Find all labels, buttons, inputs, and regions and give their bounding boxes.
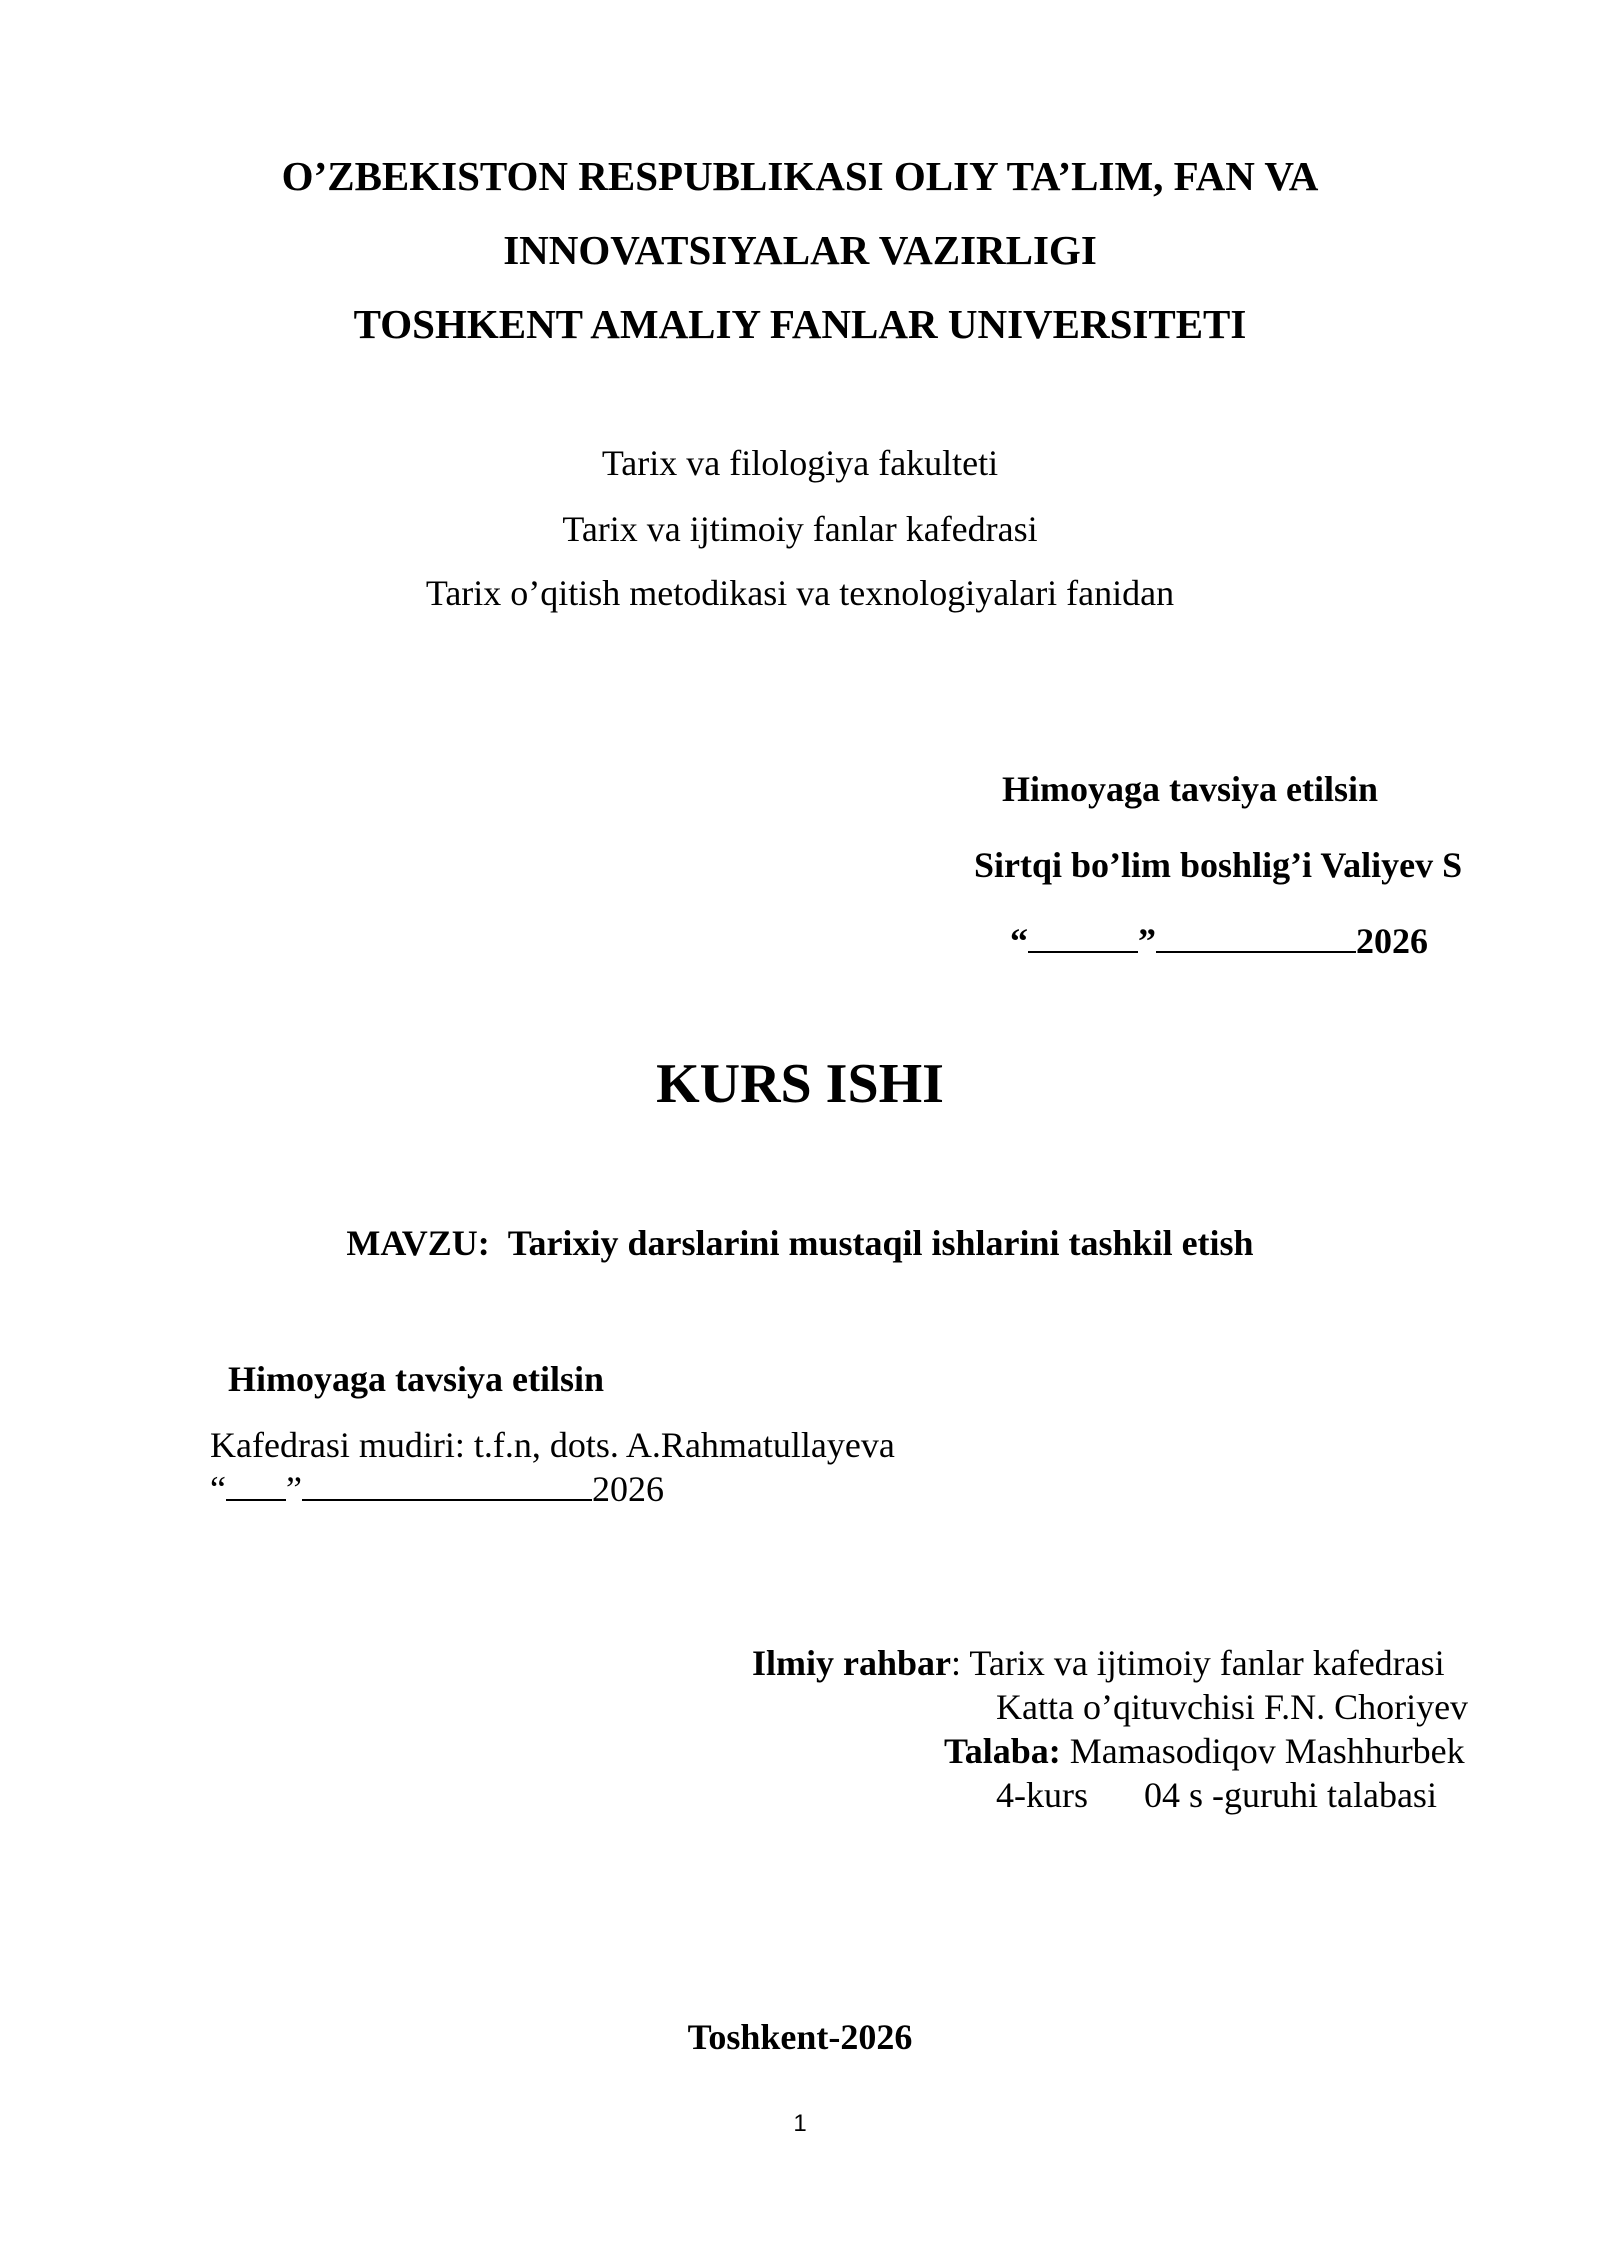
city-year: Toshkent-2026 [687,2017,913,2057]
topic-text: Tarixiy darslarini mustaqil ishlarini tashkil etish [507,1223,1254,1263]
ministry-line-1: O’ZBEKISTON RESPUBLIKASI OLIY TA’LIM, FAN VA [281,153,1319,199]
left-date-close-quote: ” [285,1469,302,1509]
supervisor-position: Katta o’qituvchisi F.N. Choriyev [996,1687,1469,1727]
right-approval-title: Himoyaga tavsiya etilsin [1002,769,1378,809]
student-line [944,1730,1465,1772]
left-approval-date [210,1468,664,1510]
supervisor-department: : Tarix va ijtimoiy fanlar kafedrasi [951,1643,1445,1683]
university-name: TOSHKENT AMALIY FANLAR UNIVERSITETI [353,301,1247,347]
left-approval-head: Kafedrasi mudiri: t.f.n, dots. A.Rahmatullayeva [210,1425,895,1465]
supervisor-line [752,1642,1445,1684]
student-label: Talaba: [944,1731,1061,1771]
document-title: KURS ISHI [656,1053,944,1115]
left-date-open-quote: “ [210,1469,226,1509]
right-approval-head: Sirtqi bo’lim boshlig’i Valiyev S [974,845,1463,885]
left-approval-title: Himoyaga tavsiya etilsin [228,1359,604,1399]
group: 04 s -guruhi talabasi [1144,1775,1437,1815]
ministry-line-2: INNOVATSIYALAR VAZIRLIGI [503,227,1097,273]
supervisor-label: Ilmiy rahbar [752,1643,952,1683]
topic-line [0,1222,1600,1264]
right-approval-date [1010,920,1428,962]
course-line [996,1774,1437,1816]
faculty-name: Tarix va filologiya fakulteti [601,443,999,483]
subject-name: Tarix o’qitish metodikasi va texnologiyalari fanidan [425,573,1175,613]
left-day-blank [226,1469,286,1501]
month-blank [1156,921,1356,953]
page-number: 1 [793,2110,807,2137]
course: 4-kurs [996,1775,1088,1815]
right-approval-year: 2026 [1356,921,1428,961]
date-open-quote: “ [1010,921,1028,961]
department-name: Tarix va ijtimoiy fanlar kafedrasi [562,509,1038,549]
student-name: Mamasodiqov Mashhurbek [1060,1731,1465,1771]
topic-label: MAVZU: [346,1223,490,1263]
left-approval-year: 2026 [591,1469,664,1509]
day-blank [1028,921,1138,953]
date-close-quote: ” [1138,921,1156,961]
left-month-blank [302,1469,592,1501]
